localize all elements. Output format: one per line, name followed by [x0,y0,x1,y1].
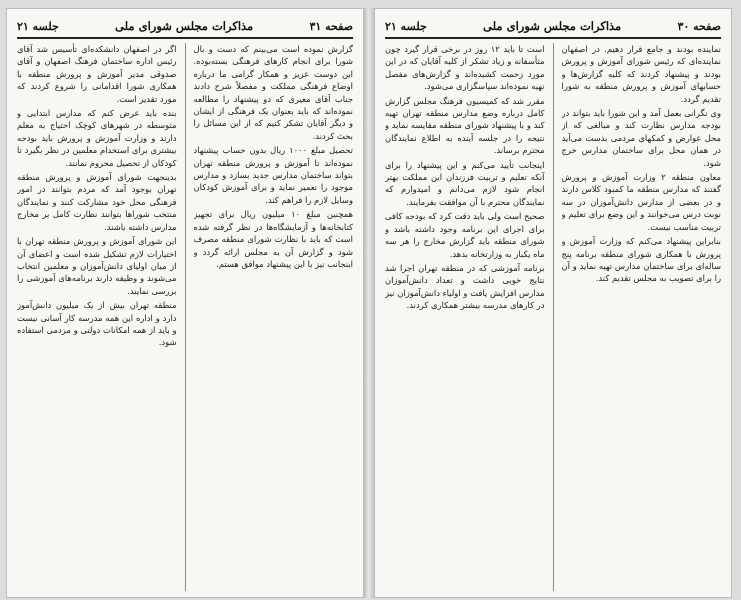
paragraph: صحیح است ولی باید دقت کرد که بودجه کافی برای اجرای این برنامه وجود داشته باشد و شورای منطقه باید گزارش مخارج را هر سه ماه یکبار به وزارتخانه بدهد. [385,211,545,259]
paragraph: است تا باید ۱۲ روز در برخی قرار گیرد چون متأسفانه و زیاد تشکر از کلیه آقایان که در این مورد زحمت کشیده‌اند و گزارش‌های مفصل تهیه نموده‌اند سپاسگزاری می‌شود. [385,44,545,92]
paragraph: تحصیل مبلغ ۱۰۰۰ ریال بدون حساب پیشنهاد نموده‌اند تا آموزش و پرورش منطقه تهران بتواند ساختمان مدارس جدید بسازد و مدارس موجود را تعمیر نماید و برای آموزش کودکان وسایل لازم را فراهم کند. [193,145,353,205]
paragraph: همچنین مبلغ ۱۰ میلیون ریال برای تجهیز کتابخانه‌ها و آزمایشگاه‌ها در نظر گرفته شده است که باید با نظارت شورای منطقه مصرف شود و گزارش آن به مجلس ارائه گردد و اینجانب نیز با این پیشنهاد موافق هستم. [193,209,353,269]
left-page-session: جلسه ۲۱ [17,19,59,33]
paragraph: نماینده بودند و جامع قرار دهیم. در اصفهان نماینده‌ای که رئیس شورای آموزش و پرورش بودند و پیشنهاد کردند که کلیه گزارش‌ها و حسابهای آموزش و پرورش منطقه به شورا تقدیم گردد. [561,44,721,104]
paragraph: بنابراین پیشنهاد می‌کنم که وزارت آموزش و پرورش با همکاری شورای منطقه برنامه پنج ساله‌ای برای ساختمان مدارس تهیه نماید و آن را برای تصویب به مجلس تقدیم کند. [561,236,721,284]
paragraph: برنامه آموزشی که در منطقه تهران اجرا شد نتایج خوبی داشت و تعداد دانش‌آموزان مدارس افزایش یافت و اولیاء دانش‌آموزان نیز در کارهای مدرسه بیشتر همکاری کردند. [385,262,545,311]
left-page [6,8,364,598]
left-page-number: صفحه ۳۱ [309,19,353,33]
right-page-column-right [562,43,722,591]
column-divider [185,43,186,591]
paragraph: گزارش نموده است می‌بینم که دست و بال شورا برای انجام کارهای فرهنگی بسته‌بوده. این دوست عزیز و همکار گرامی ما درباره اوضاع فرهنگی مملکت و مفصلاً شرح دادند جناب آقای معیری که دو پیشنهاد را مطالعه نموده‌اند که باید بعنوان یک فرهنگی از ایشان و دیگر آقایان تشکر کنیم که از این مسائل را بحث کردند. [193,44,353,141]
paragraph: بدینجهت شورای آموزش و پرورش منطقه تهران بوجود آمد که مردم بتوانند در امور فرهنگی محل خود مشارکت کنند و نمایندگان منتخب شوراها بتوانند نظارت کامل بر مخارج مدارس داشته باشند. [17,172,177,232]
paragraph: معاون منطقه ۲ وزارت آموزش و پرورش گفتند که مدارس منطقه ما کمبود کلاس دارند و در بعضی از مدارس دانش‌آموزان در سه نوبت درس می‌خوانند و این وضع برای تعلیم و تربیت مناسب نیست. [561,172,721,232]
left-page-title: مذاکرات مجلس شورای ملی [115,19,254,33]
column-divider [553,43,554,591]
paragraph: این شورای آموزش و پرورش منطقه تهران با اختیارات لازم تشکیل شده است و اعضای آن از میان اولیای دانش‌آموزان و معلمین انتخاب می‌شوند و وظیفه دارند برنامه‌های آموزشی را بررسی نمایند. [17,236,177,296]
left-page-columns [17,43,353,591]
paragraph: بنده باید عرض کنم که مدارس ابتدایی و متوسطه در شهرهای کوچک احتیاج به معلم دارند و وزارت آموزش و پرورش باید بودجه بیشتری برای استخدام معلمین در نظر بگیرد تا کودکان از تحصیل محروم نمانند. [17,108,177,168]
paragraph: مقرر شد که کمیسیون فرهنگ مجلس گزارش کامل درباره وضع مدارس منطقه تهران تهیه کند و با پیشنهاد شورای منطقه مقایسه نماید و نتیجه را در جلسه آینده به اطلاع نمایندگان محترم برساند. [385,95,545,156]
paragraph: وی نگرانی بعمل آمد و این شورا باید بتواند در بودجه مدارس نظارت کند و مبالغی که از محل عوارض و کمکهای مردمی بدست می‌آید در همان محل برای ساختمان مدارس خرج شود. [561,108,721,168]
right-page-column-left [385,43,545,591]
book-spine [364,8,374,598]
left-page-column-right [194,43,354,591]
paragraph: منطقه تهران بیش از یک میلیون دانش‌آموز دارد و اداره این همه مدرسه کار آسانی نیست و باید از همه امکانات دولتی و مردمی استفاده شود. [17,300,177,348]
right-page-title: مذاکرات مجلس شورای ملی [483,19,622,33]
right-page-header [385,15,721,39]
right-page-number: صفحه ۳۰ [677,19,721,33]
right-page-columns [385,43,721,591]
right-page-session: جلسه ۲۱ [385,19,427,33]
left-page-column-left [17,43,177,591]
left-page-header [17,15,353,39]
paragraph: اینجانب تأیید می‌کنم و این پیشنهاد را برای آنکه تعلیم و تربیت فرزندان این مملکت بهتر انجام شود لازم می‌دانم و امیدوارم که نمایندگان محترم با آن موافقت بفرمایند. [385,159,545,207]
paragraph: اگر در اصفهان دانشکده‌ای تأسیس شد آقای رئیس اداره ساختمان فرهنگ اصفهان و آقای صدوقی مدیر آموزش و پرورش منطقه با همکاری شورا اقداماتی را شروع کردند که مورد تقدیر است. [17,44,177,104]
right-page [374,8,732,598]
